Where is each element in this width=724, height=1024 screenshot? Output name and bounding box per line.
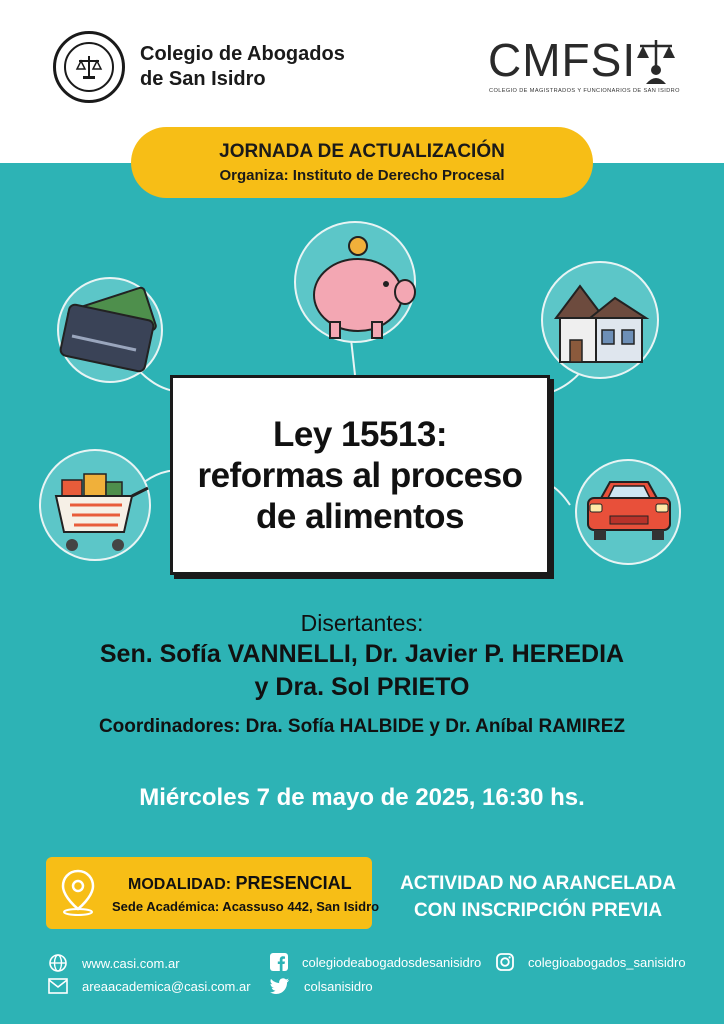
car-icon bbox=[576, 460, 680, 564]
main-title-line3: de alimentos bbox=[256, 496, 464, 536]
modality-value: PRESENCIAL bbox=[235, 873, 352, 893]
organization-name bbox=[140, 42, 345, 92]
justice-scale-icon bbox=[636, 36, 676, 84]
twitter-link[interactable] bbox=[270, 978, 373, 994]
facebook-link[interactable] bbox=[270, 953, 481, 971]
venue-address: Sede Académica: Acassuso 442, San Isidro bbox=[112, 899, 380, 914]
facebook-icon bbox=[270, 953, 288, 971]
speakers-section bbox=[0, 608, 724, 738]
modality-box bbox=[46, 857, 380, 929]
registration-line1: ACTIVIDAD NO ARANCELADA bbox=[400, 873, 676, 894]
money-card-icon bbox=[58, 278, 162, 382]
banner-organizer: Organiza: Instituto de Derecho Procesal bbox=[219, 167, 505, 184]
instagram-text: colegioabogados_sanisidro bbox=[528, 954, 686, 970]
coordinators: Coordinadores: Dra. Sofía HALBIDE y Dr. Aníbal RAMIREZ bbox=[98, 716, 626, 737]
email-link[interactable] bbox=[48, 978, 251, 994]
main-title-line2: reformas al proceso bbox=[197, 455, 523, 495]
cmfsi-logo-text: CMFSI bbox=[488, 34, 637, 86]
scales-emblem-icon bbox=[74, 52, 104, 82]
website-text: www.casi.com.ar bbox=[82, 955, 180, 971]
instagram-icon bbox=[496, 953, 514, 971]
event-date: Miércoles 7 de mayo de 2025, 16:30 hs. bbox=[139, 784, 585, 811]
website-link[interactable] bbox=[48, 953, 180, 973]
modality-label: MODALIDAD: bbox=[128, 876, 232, 893]
instagram-link[interactable] bbox=[496, 953, 686, 971]
main-title-line1: Ley 15513: bbox=[272, 414, 448, 454]
banner-title: JORNADA DE ACTUALIZACIÓN bbox=[219, 141, 505, 162]
twitter-icon bbox=[270, 978, 290, 994]
bar-association-seal bbox=[53, 31, 125, 103]
speakers-label: Disertantes: bbox=[300, 610, 424, 636]
speakers-names-line2: y Dra. Sol PRIETO bbox=[254, 673, 470, 701]
main-title-box bbox=[170, 375, 550, 575]
org-name-line2: de San Isidro bbox=[140, 68, 266, 90]
contacts-footer bbox=[0, 948, 724, 1008]
event-banner bbox=[131, 127, 593, 198]
cmfsi-subtitle: COLEGIO DE MAGISTRADOS Y FUNCIONARIOS DE SAN ISIDRO bbox=[489, 88, 680, 94]
registration-note bbox=[388, 870, 688, 924]
speakers-names-line1: Sen. Sofía VANNELLI, Dr. Javier P. HEREDIA bbox=[99, 640, 625, 668]
registration-line2: CON INSCRIPCIÓN PREVIA bbox=[413, 900, 663, 921]
globe-icon bbox=[48, 953, 68, 973]
facebook-text: colegiodeabogadosdesanisidro bbox=[302, 954, 482, 970]
house-icon bbox=[542, 262, 658, 378]
email-text: areaacademica@casi.com.ar bbox=[82, 978, 251, 994]
twitter-text: colsanisidro bbox=[304, 978, 373, 994]
mail-icon bbox=[48, 978, 68, 994]
org-name-line1: Colegio de Abogados bbox=[140, 43, 345, 65]
location-pin-icon bbox=[60, 869, 96, 917]
modality-line bbox=[128, 873, 352, 894]
piggy-bank-icon bbox=[295, 222, 415, 342]
shopping-cart-icon bbox=[40, 450, 150, 560]
